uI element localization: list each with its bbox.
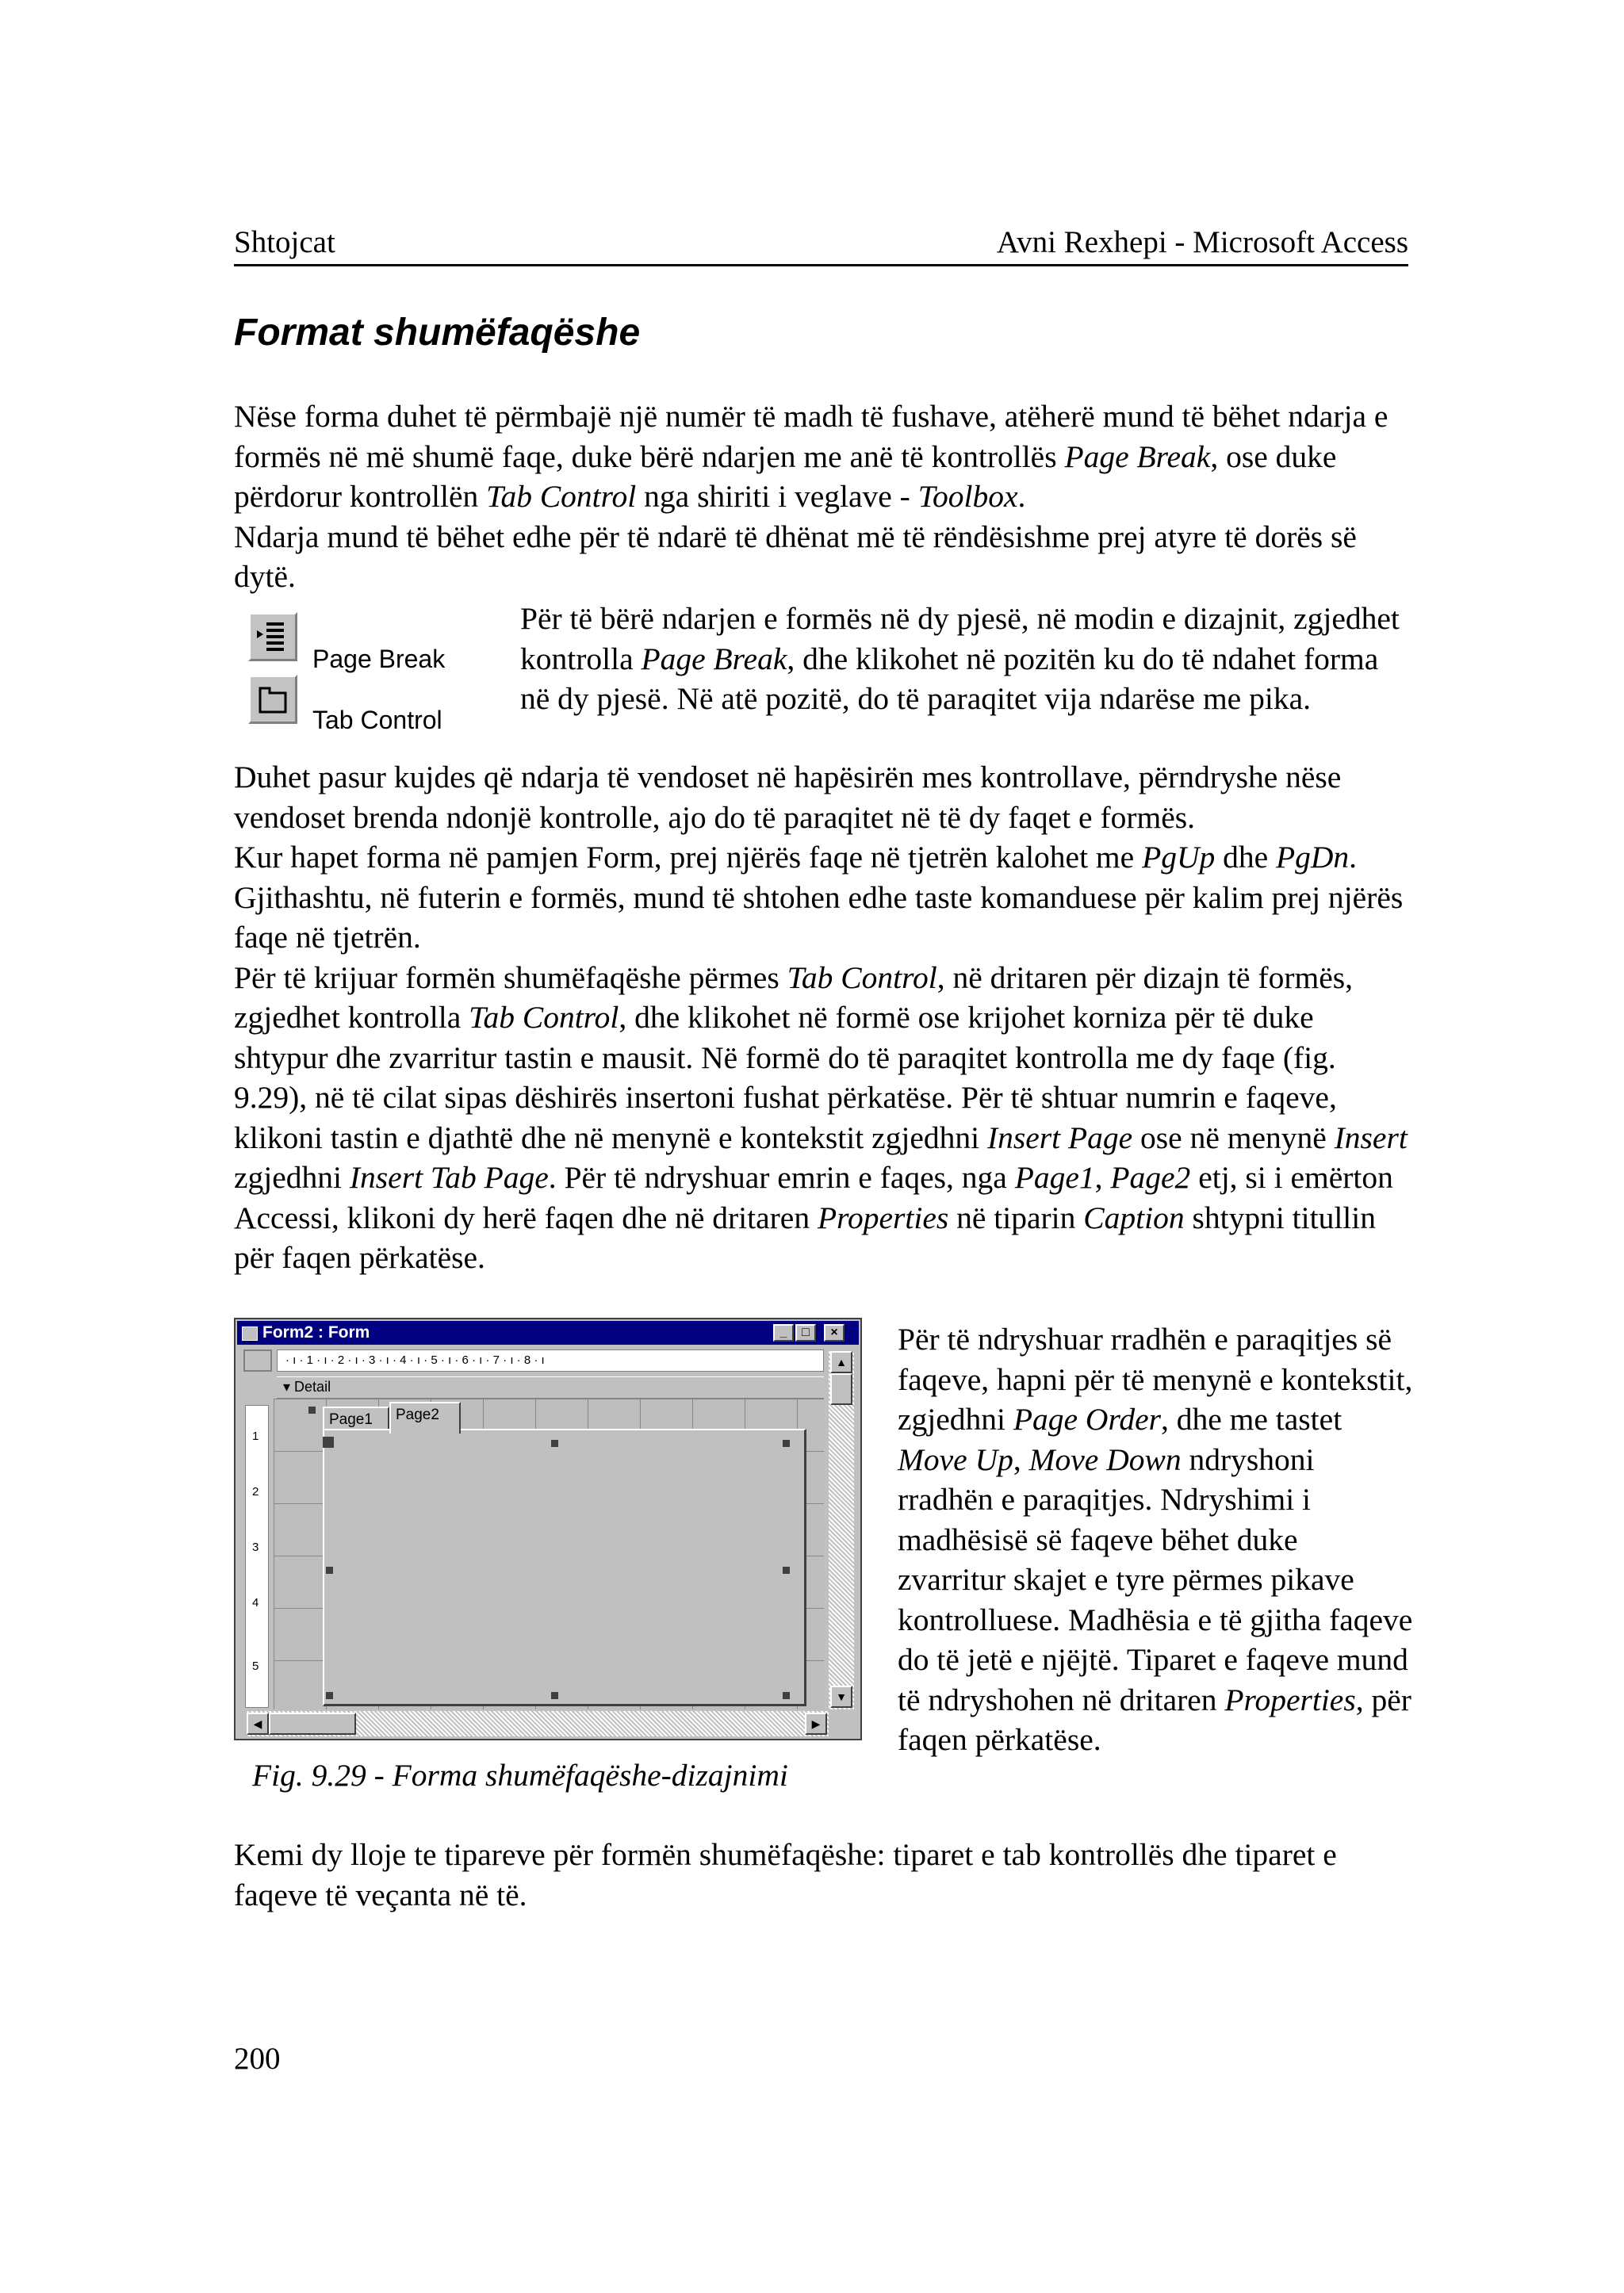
horizontal-ruler: · ı · 1 · ı · 2 · ı · 3 · ı · 4 · ı · 5 · ı · 6 · ı · 7 · ı · 8 · ı <box>277 1349 824 1372</box>
header-rule <box>234 264 1408 266</box>
figure-caption: Fig. 9.29 - Forma shumëfaqëshe-dizajnimi <box>252 1758 788 1793</box>
page-break-label: Page Break <box>312 645 446 673</box>
running-header-book: Avni Rexhepi - Microsoft Access <box>996 225 1408 259</box>
detail-label: ▾ Detail <box>283 1379 331 1395</box>
minimize-button[interactable]: _ <box>773 1324 794 1342</box>
resize-handle-left[interactable] <box>326 1567 333 1574</box>
resize-handle-right[interactable] <box>783 1567 790 1574</box>
main-body: Duhet pasur kujdes që ndarja të vendoset në hapësirën mes kontrollave, përndryshe nëse vendoset brenda ndonjë kontrolle, ajo do të paraqitet në të dy faqet e formës. Kur hapet forma në pamjen Form, prej njërës faqe në tjetrën kalohet me PgUp dhe PgDn. Gjithashtu, në futerin e formës, mund të shtohen edhe taste komanduese për kalim prej njërës faqe në tjetrën. Për të krijuar formën shumëfaqëshe përmes Tab Control, në dritaren për dizajn të formës, zgjedhet kontrolla Tab Control, dhe klikohet në formë ose krijohet korniza për të duke shtypur dhe zvarritur tastin e mausit. Në formë do të paraqitet kontrolla me dy faqe (fig. 9.29), në të cilat sipas dëshirës insertoni fushat përkatëse. Për të shtuar numrin e faqeve, klikoni tastin e djathtë dhe në menynë e kontekstit zgjedhni Insert Page ose në menynë Insert zgjedhni Insert Tab Page. Për të ndryshuar emrin e faqes, nga Page1, Page2 etj, si i emërton Accessi, klikoni dy herë faqen dhe në dritaren Properties në tiparin Caption shtypni titullin për faqen përkatëse. <box>234 760 1408 1275</box>
page-break-paragraph: Për të bërë ndarjen e formës në dy pjesë, në modin e dizajnit, zgjedhet kontrolla Page Break, dhe klikohet në pozitën ku do të ndahet forma në dy pjesë. Në atë pozitë, do të paraqitet vija ndarëse me pika. <box>520 601 1400 716</box>
scroll-left-button[interactable]: ◀ <box>247 1713 269 1735</box>
resize-handle-bottom-right[interactable] <box>783 1692 790 1699</box>
horizontal-scrollbar[interactable] <box>247 1711 829 1736</box>
scroll-thumb[interactable] <box>830 1373 852 1405</box>
scroll-down-button[interactable]: ▼ <box>830 1686 852 1708</box>
vertical-ruler: 1 2 3 4 5 <box>245 1405 269 1708</box>
close-button[interactable]: × <box>824 1324 845 1342</box>
window-title-bar <box>237 1321 859 1345</box>
tab-page1[interactable]: Page1 <box>323 1407 389 1434</box>
form-icon <box>242 1326 258 1341</box>
closing-paragraph: Kemi dy lloje te tipareve për formën shumëfaqëshe: tiparet e tab kontrollës dhe tiparet e faqeve të veçanta në të. <box>234 1837 1337 1912</box>
running-header-section: Shtojcat <box>234 225 335 259</box>
section-title: Format shumëfaqëshe <box>234 312 641 354</box>
page-break-icon <box>248 612 297 661</box>
page-number: 200 <box>234 2042 281 2076</box>
resize-handle-bottom[interactable] <box>551 1692 558 1699</box>
hscroll-thumb[interactable] <box>269 1713 356 1735</box>
window-title: Form2 : Form <box>262 1323 370 1342</box>
scroll-right-button[interactable]: ▶ <box>805 1713 827 1735</box>
tab-control[interactable] <box>323 1429 806 1706</box>
intro-paragraph: Nëse forma duhet të përmbajë një numër të madh të fushave, atëherë mund të bëhet ndarja e formës në më shumë faqe, duke bërë ndarjen me anë të kontrollës Page Break, ose duke përdorur kontrollën Tab Control nga shiriti i veglave - Toolbox. Ndarja mund të bëhet edhe për të ndarë të dhënat më të rëndësishme prej atyre të dorës së dytë. <box>234 399 1388 594</box>
resize-handle-bottom-left[interactable] <box>326 1692 333 1699</box>
vertical-scrollbar[interactable] <box>829 1351 854 1709</box>
page-order-paragraph: Për të ndryshuar rradhën e paraqitjes së faqeve, hapni për të menynë e kontekstit, zgjedhni Page Order, dhe me tastet Move Up, Move Down ndryshoni rradhën e paraqitjes. Ndryshimi i madhësisë së faqeve bëhet duke zvarritur skajet e tyre përmes pikave kontrolluese. Madhësia e të gjitha faqeve do të jetë e njëjtë. Tiparet e faqeve mund të ndryshohen në dritaren Properties, për faqen përkatëse. <box>898 1322 1413 1757</box>
resize-handle-top-right[interactable] <box>783 1440 790 1447</box>
resize-handle-top[interactable] <box>551 1440 558 1447</box>
move-handle[interactable] <box>323 1437 334 1448</box>
tab-control-label: Tab Control <box>312 706 442 734</box>
tab-page2[interactable]: Page2 <box>389 1402 461 1434</box>
scroll-up-button[interactable]: ▲ <box>830 1351 852 1373</box>
detail-section-bar[interactable] <box>277 1376 824 1399</box>
ruler-corner <box>243 1349 272 1372</box>
selection-handle[interactable] <box>308 1407 316 1414</box>
tab-control-icon <box>248 675 297 724</box>
maximize-button[interactable]: □ <box>795 1324 816 1342</box>
form-design-window-screenshot <box>234 1318 862 1740</box>
